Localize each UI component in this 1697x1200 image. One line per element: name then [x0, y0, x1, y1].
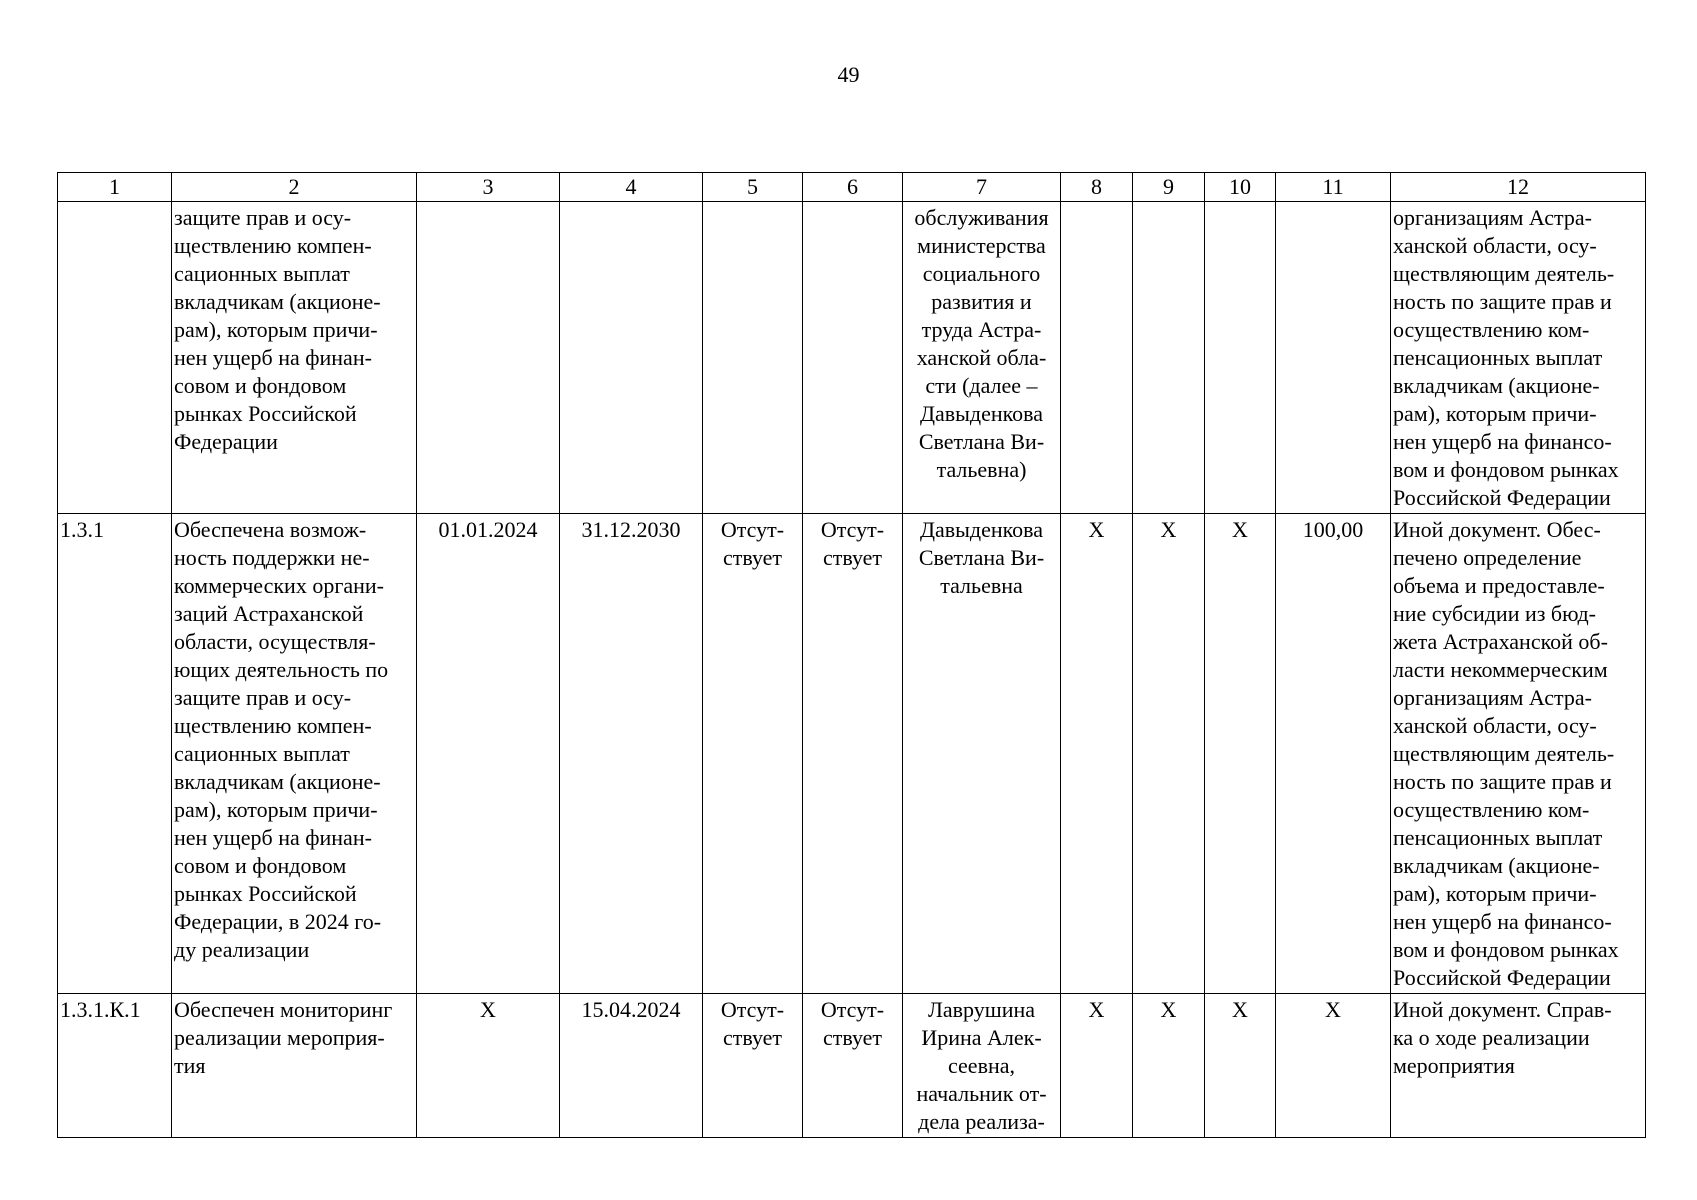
column-header: 2: [172, 173, 417, 202]
activity-name-cell: Обеспечена возмож- ность поддержки не- коммерческих органи- заций Астраханской области, осуществля- ющих деятельность по защите прав и осу- ществлению компен- сационных выплат вкладчикам (акционе- рам), которым причи- нен ущерб на финан- совом и фондовом рынках Российской Федерации, в 2024 го- ду реализации: [172, 514, 417, 994]
row-number-cell: [58, 202, 172, 514]
column-header: 3: [417, 173, 560, 202]
start-date-cell: 01.01.2024: [417, 514, 560, 994]
col11-cell: 100,00: [1276, 514, 1391, 994]
col8-cell: X: [1061, 994, 1133, 1138]
col5-cell: Отсут- ствует: [703, 514, 803, 994]
col11-cell: [1276, 202, 1391, 514]
column-number-row: [58, 173, 1646, 202]
col8-cell: X: [1061, 514, 1133, 994]
table-row: [58, 994, 1646, 1138]
responsible-cell: Давыденкова Светлана Ви- тальевна: [903, 514, 1061, 994]
column-header: 9: [1133, 173, 1205, 202]
column-header: 6: [803, 173, 903, 202]
col6-cell: Отсут- ствует: [803, 514, 903, 994]
responsible-cell: Лаврушина Ирина Алек- сеевна, начальник от- дела реализа-: [903, 994, 1061, 1138]
col6-cell: [803, 202, 903, 514]
row-number-cell: 1.3.1: [58, 514, 172, 994]
col10-cell: X: [1205, 994, 1276, 1138]
column-header: 8: [1061, 173, 1133, 202]
col9-cell: X: [1133, 994, 1205, 1138]
col9-cell: X: [1133, 514, 1205, 994]
activity-name-cell: защите прав и осу- ществлению компен- сационных выплат вкладчикам (акционе- рам), которым причи- нен ущерб на финан- совом и фондовом рынках Российской Федерации: [172, 202, 417, 514]
start-date-cell: [417, 202, 560, 514]
col10-cell: X: [1205, 514, 1276, 994]
col5-cell: Отсут- ствует: [703, 994, 803, 1138]
column-header: 11: [1276, 173, 1391, 202]
column-header: 4: [560, 173, 703, 202]
col9-cell: [1133, 202, 1205, 514]
end-date-cell: [560, 202, 703, 514]
end-date-cell: 31.12.2030: [560, 514, 703, 994]
column-header: 7: [903, 173, 1061, 202]
column-header: 12: [1391, 173, 1646, 202]
column-header: 1: [58, 173, 172, 202]
col10-cell: [1205, 202, 1276, 514]
page-number: 49: [837, 62, 860, 87]
table-row: [58, 514, 1646, 994]
result-document-cell: Иной документ. Обес- печено определение объема и предоставле- ние субсидии из бюд- жета Астраханской об- ласти некоммерческим организациям Астра- ханской области, осу- ществляющим деятель- ность по защите прав и осуществлению ком- пенсационных выплат вкладчикам (акционе- рам), которым причи- нен ущерб на финансо- вом и фондовом рынках Российской Федерации: [1391, 514, 1646, 994]
col11-cell: X: [1276, 994, 1391, 1138]
result-document-cell: Иной документ. Справ- ка о ходе реализации мероприятия: [1391, 994, 1646, 1138]
responsible-cell: обслуживания министерства социального развития и труда Астра- ханской обла- сти (далее – Давыденкова Светлана Ви- тальевна): [903, 202, 1061, 514]
row-number-cell: 1.3.1.К.1: [58, 994, 172, 1138]
col5-cell: [703, 202, 803, 514]
table-row: [58, 202, 1646, 514]
col8-cell: [1061, 202, 1133, 514]
start-date-cell: X: [417, 994, 560, 1138]
column-header: 10: [1205, 173, 1276, 202]
col6-cell: Отсут- ствует: [803, 994, 903, 1138]
plan-table: [57, 172, 1646, 1138]
result-document-cell: организациям Астра- ханской области, осу- ществляющим деятель- ность по защите прав и осуществлению ком- пенсационных выплат вкладчикам (акционе- рам), которым причи- нен ущерб на финансо- вом и фондовом рынках Российской Федерации: [1391, 202, 1646, 514]
column-header: 5: [703, 173, 803, 202]
end-date-cell: 15.04.2024: [560, 994, 703, 1138]
activity-name-cell: Обеспечен мониторинг реализации мероприя- тия: [172, 994, 417, 1138]
